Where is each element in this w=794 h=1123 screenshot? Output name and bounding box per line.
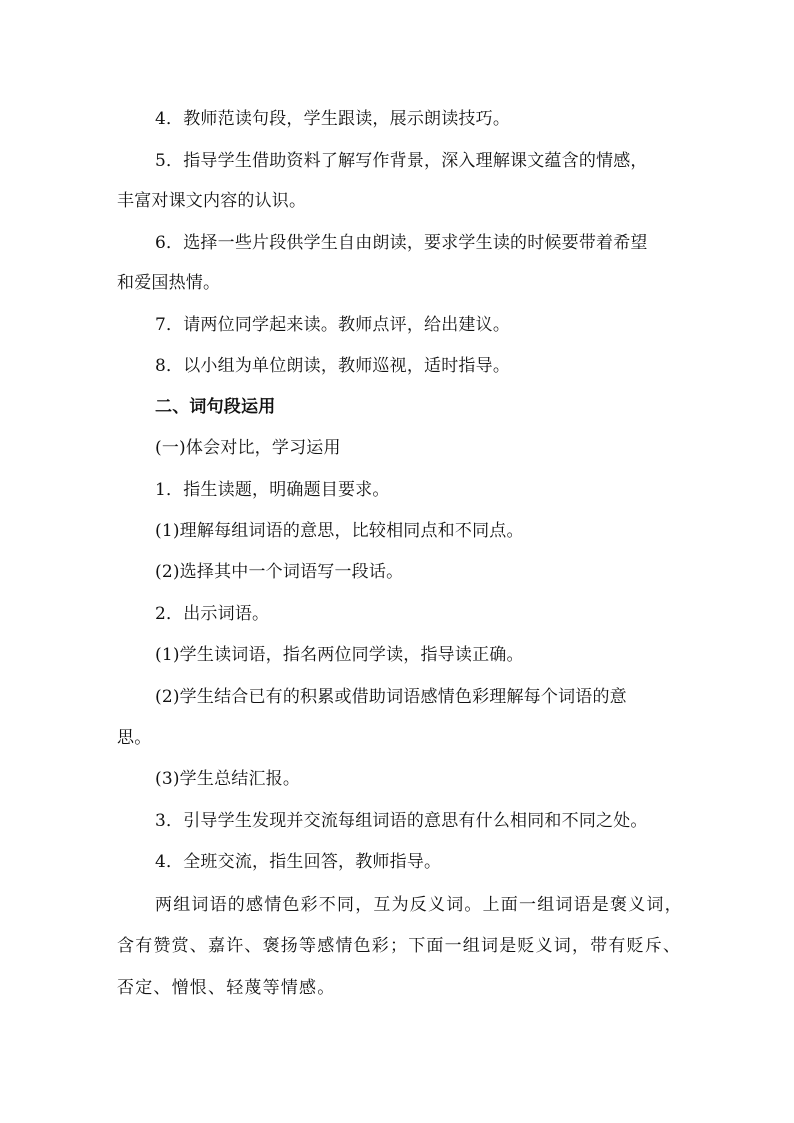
text-line: 否定、憎恨、轻蔑等情感。 (117, 978, 336, 998)
section-heading: 二、词句段运用 (155, 397, 276, 417)
text-line: 6．选择一些片段供学生自由朗读，要求学生读的时候要带着希望 (155, 233, 648, 253)
text-line: 思。 (117, 728, 152, 748)
text-line: 7．请两位同学起来读。教师点评，给出建议。 (155, 315, 511, 335)
subsection-heading: (一)体会对比，学习运用 (155, 438, 341, 458)
text-line: 3．引导学生发现并交流每组词语的意思有什么相同和不同之处。 (155, 811, 648, 831)
text-line: 和爱国热情。 (117, 273, 221, 293)
text-line: 8．以小组为单位朗读，教师巡视，适时指导。 (155, 356, 511, 376)
text-line: 4．教师范读句段，学生跟读，展示朗读技巧。 (155, 109, 511, 129)
text-line: (2)选择其中一个词语写一段话。 (155, 562, 404, 582)
text-line: (3)学生总结汇报。 (155, 769, 301, 789)
text-line: 4．全班交流，指生回答，教师指导。 (155, 852, 442, 872)
text-line: 5．指导学生借助资料了解写作背景，深入理解课文蕴含的情感， (155, 151, 648, 171)
text-line: 含有赞赏、嘉许、褒扬等感情色彩；下面一组词是贬义词，带有贬斥、 (117, 936, 682, 956)
text-line: (1)学生读词语，指名两位同学读，指导读正确。 (155, 645, 524, 665)
text-line: 两组词语的感情色彩不同，互为反义词。上面一组词语是褒义词， (155, 895, 683, 915)
text-line: 1．指生读题，明确题目要求。 (155, 480, 390, 500)
text-line: (2)学生结合已有的积累或借助词语感情色彩理解每个词语的意 (155, 687, 627, 707)
text-line: 2．出示词语。 (155, 604, 270, 624)
text-line: 丰富对课文内容的认识。 (117, 191, 307, 211)
text-line: (1)理解每组词语的意思，比较相同点和不同点。 (155, 521, 524, 541)
